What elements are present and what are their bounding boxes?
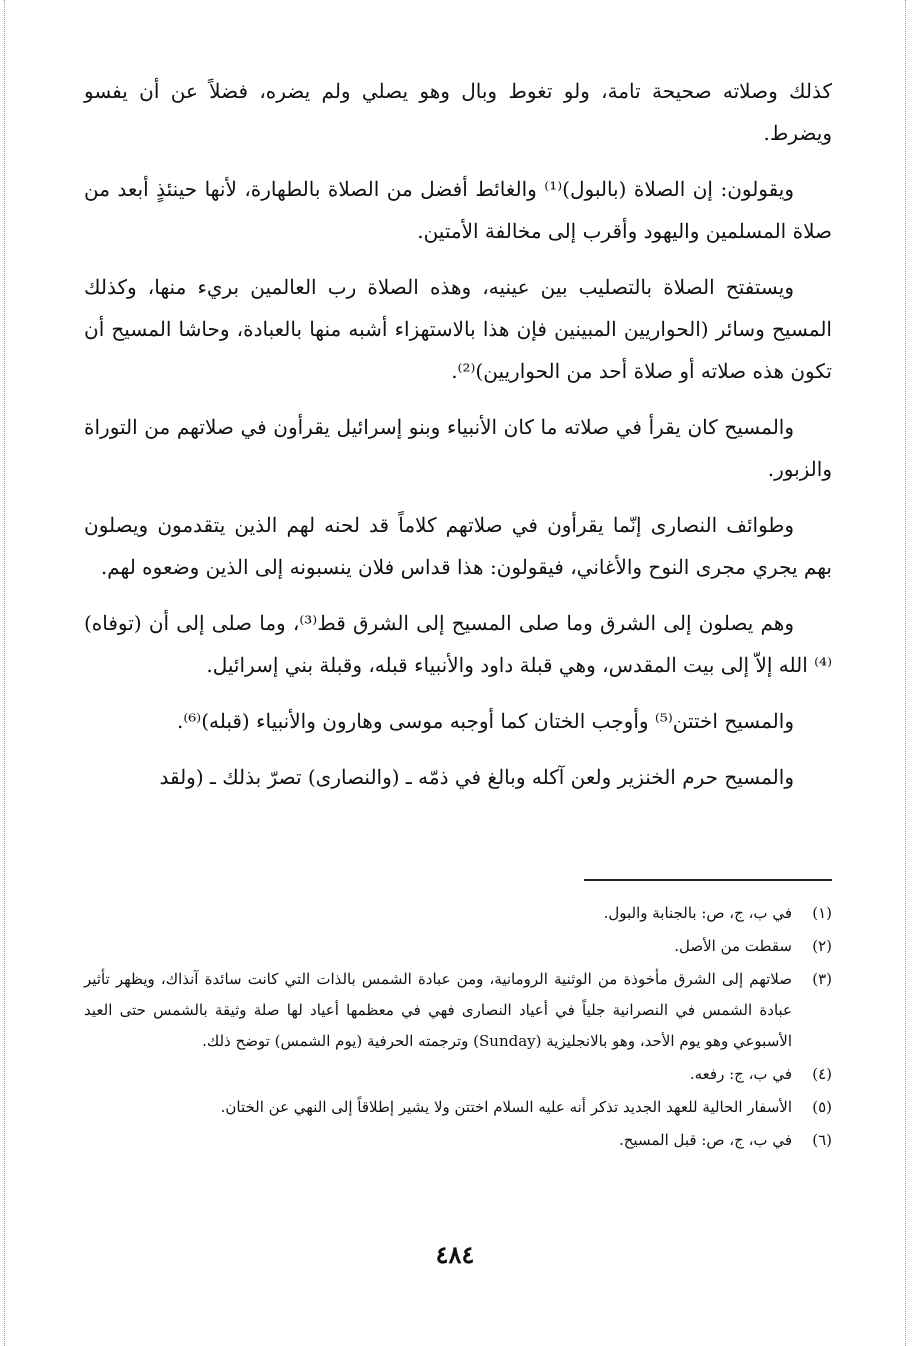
paragraph: كذلك وصلاته صحيحة تامة، ولو تغوط وبال وهو يصلي ولم يضره، فضلاً عن أن يفسو ويضرط. <box>84 79 832 145</box>
footnote-item <box>84 898 832 929</box>
footnote-text: سقطت من الأصل. <box>674 937 792 955</box>
footnote-number: (١) <box>812 904 832 922</box>
paragraph: ويقولون: إن الصلاة (بالبول)⁽¹⁾ والغائط أفضل من الصلاة بالطهارة، لأنها حينئذٍ أبعد من صلاة المسلمين واليهود وأقرب إلى مخالفة الأمتين. <box>84 177 832 243</box>
footnote-text: الأسفار الحالية للعهد الجديد تذكر أنه عليه السلام اختتن ولا يشير إطلاقاً إلى النهي عن الختان. <box>220 1098 792 1116</box>
footnote-number: (٣) <box>812 970 832 988</box>
footnote-item <box>84 1092 832 1123</box>
page-number: ٤٨٤ <box>435 1240 475 1269</box>
footnote-number: (٤) <box>812 1065 832 1083</box>
footnote-separator <box>584 879 832 881</box>
footnotes <box>84 898 832 1158</box>
footnote-text: صلاتهم إلى الشرق مأخوذة من الوثنية الرومانية، ومن عبادة الشمس بالذات التي كانت سائدة آنذاك، ويظهر تأثير عبادة الشمس في النصرانية جلياً في أعياد النصارى فهي في معظمها أعياد لها صلة وثيقة بالشمس حتى العيد الأسبوعي وهو يوم الأحد، وهو بالانجليزية (Sunday) وترجمته الحرفية (يوم الشمس) توضح ذلك. <box>84 970 792 1050</box>
footnote-number: (٦) <box>812 1131 832 1149</box>
footnote-number: (٥) <box>812 1098 832 1116</box>
paragraph: ويستفتح الصلاة بالتصليب بين عينيه، وهذه الصلاة رب العالمين بريء منها، وكذلك المسيح وسائر (الحواريين المبينين فإن هذا بالاستهزاء أشبه منها بالعبادة، وحاشا المسيح أن تكون هذه صلاته أو صلاة أحد من الحواريين)⁽²⁾. <box>84 275 832 383</box>
footnote-text: في ب، ج، ص: بالجنابة والبول. <box>603 904 792 922</box>
footnote-item <box>84 931 832 962</box>
paragraph: والمسيح اختتن⁽⁵⁾ وأوجب الختان كما أوجبه موسى وهارون والأنبياء (قبله)⁽⁶⁾. <box>176 709 794 733</box>
paragraph: وطوائف النصارى إنّما يقرأون في صلاتهم كلاماً قد لحنه لهم الذين يتقدمون ويصلون بهم يجري مجرى النوح والأغاني، فيقولون: هذا قداس فلان ينسبونه إلى الذين وضعوه لهم. <box>84 513 832 579</box>
footnote-text: في ب، ج، ص: قبل المسيح. <box>618 1131 792 1149</box>
main-text <box>84 70 832 812</box>
footnote-item <box>84 964 832 1057</box>
footnote-number: (٢) <box>812 937 832 955</box>
paragraph: وهم يصلون إلى الشرق وما صلى المسيح إلى الشرق قط⁽³⁾، وما صلى إلى أن (توفاه)⁽⁴⁾ الله إلاّ إلى بيت المقدس، وهي قبلة داود والأنبياء قبله، وقبلة بني إسرائيل. <box>84 611 832 677</box>
left-page-edge <box>4 0 5 1346</box>
paragraph: والمسيح حرم الخنزير ولعن آكله وبالغ في ذمّه ـ (والنصارى) تصرّ بذلك ـ (ولقد <box>159 765 794 789</box>
paragraph: والمسيح كان يقرأ في صلاته ما كان الأنبياء وبنو إسرائيل يقرأون في صلاتهم من التوراة والزبور. <box>84 415 832 481</box>
footnote-item <box>84 1059 832 1090</box>
right-page-edge <box>905 0 906 1346</box>
footnote-item <box>84 1125 832 1156</box>
footnote-text: في ب، ج: رفعه. <box>689 1065 792 1083</box>
